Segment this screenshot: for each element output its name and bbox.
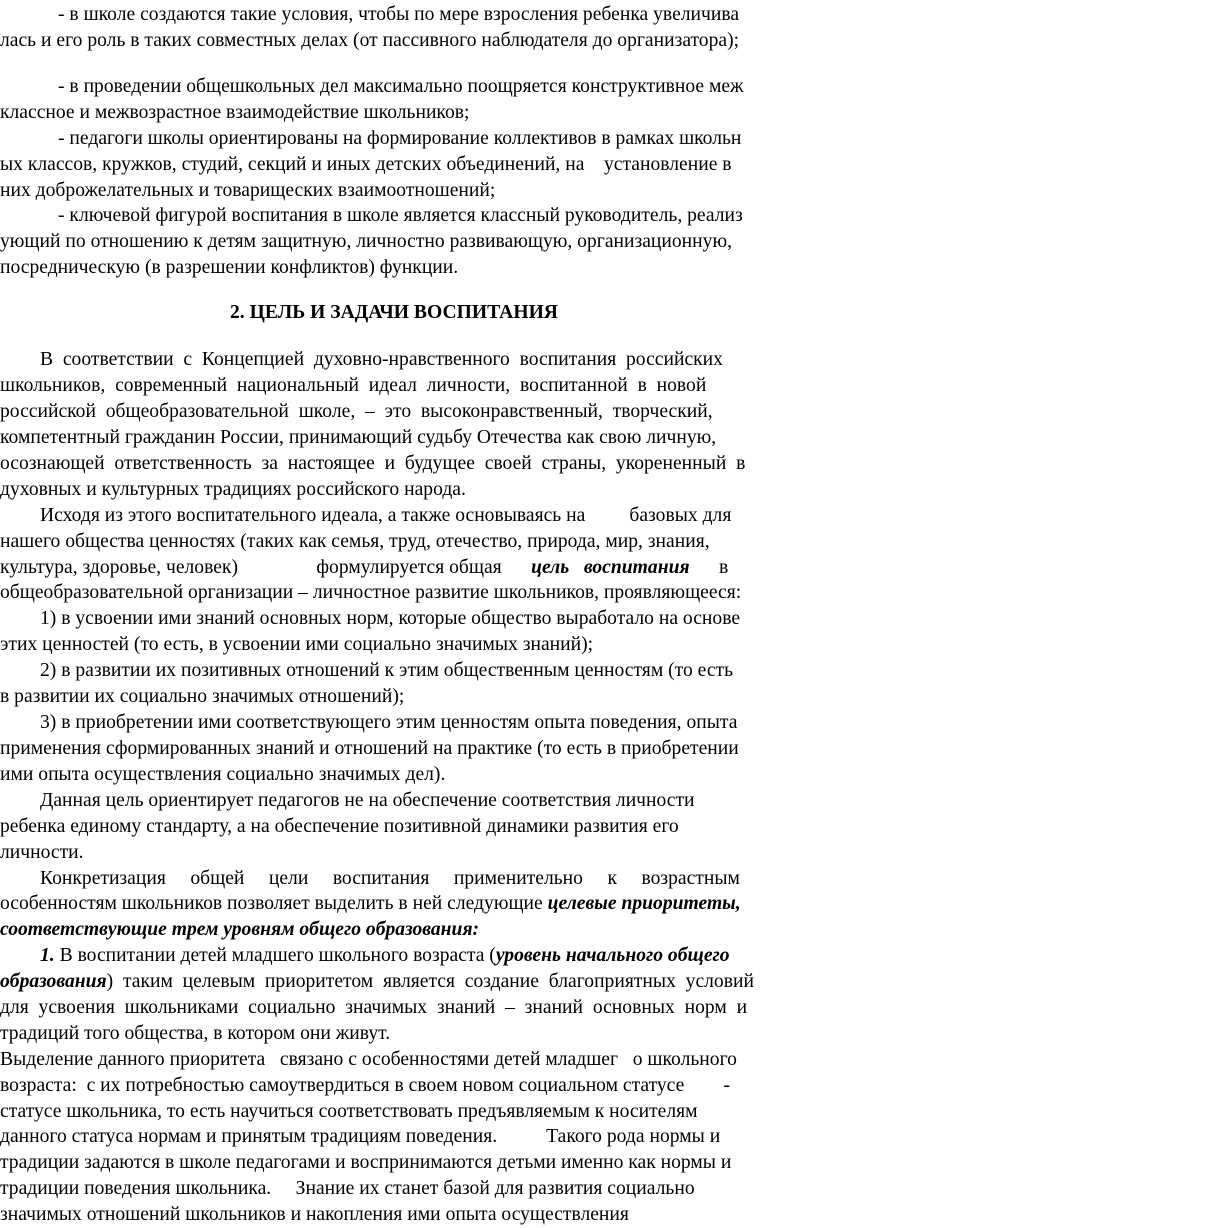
body-text: школьников, современный национальный идеал личности, воспитанной в новой [0,375,707,396]
text-line [40,710,1040,736]
body-text: статусе школьника, то есть научиться соответствовать предъявляемым к носителям [0,1101,698,1122]
body-text: этих ценностей (то есть, в усвоении ими социально значимых знаний); [0,634,594,655]
body-text: ых классов, кружков, студий, секций и иных детских объединений, на установление в [0,154,732,175]
body-text: компетентный гражданин России, принимающий судьбу Отечества как свою личную, [0,427,717,448]
body-text: традиции поведения школьника. Знание их станет базой для развития социально [0,1178,695,1199]
text-line [0,995,1000,1021]
emphasis-text: соответствующие трем уровням общего образования: [0,919,480,940]
text-line [0,1176,1000,1202]
section-heading [230,300,1230,326]
text-line [0,1202,1000,1228]
body-text: осознающей ответственность за настоящее и будущее своей страны, укорененный в [0,453,746,474]
body-text: в развитии их социально значимых отношений); [0,686,405,707]
text-line [0,229,1000,255]
emphasis-text: целевые приоритеты, [547,893,741,914]
body-text: в [689,557,729,578]
body-text: ребенка единому стандарту, а на обеспечение позитивной динамики развития его [0,816,679,837]
text-line [40,347,1040,373]
emphasis-text: уровень начального общего [495,945,730,966]
text-line [0,814,1000,840]
text-line [40,606,1040,632]
body-text: Выделение данного приоритета связано с особенностями детей младшег о школьного [0,1049,737,1070]
body-text: возраста: с их потребностью самоутвердиться в своем новом социальном статусе - [0,1075,731,1096]
body-text: традиции задаются в школе педагогами и воспринимаются детьми именно как нормы и [0,1152,732,1173]
text-line [0,684,1000,710]
emphasis-text: 1. [40,945,55,966]
text-line [0,891,1000,917]
text-line [0,632,1000,658]
body-text: значимых отношений школьников и накопления ими опыта осуществления [0,1204,629,1225]
body-text: классное и межвозрастное взаимодействие школьников; [0,102,470,123]
text-line [0,1047,1000,1073]
text-line [0,969,1000,995]
body-text: личности. [0,842,84,863]
text-line [58,74,1058,100]
body-text: 2) в развитии их позитивных отношений к этим общественным ценностям (то есть [40,660,734,681]
body-text: посредническую (в разрешении конфликтов) функции. [0,257,459,278]
text-line [40,503,1040,529]
text-line [58,2,1058,28]
body-text: общеобразовательной организации – личностное развитие школьников, проявляющееся: [0,582,742,603]
text-line [0,580,1000,606]
text-line [0,736,1000,762]
body-text: нашего общества ценностях (таких как семья, труд, отечество, природа, мир, знания, [0,531,710,552]
text-line [0,1124,1000,1150]
body-text: особенностям школьников позволяет выделить в ней следующие [0,893,548,914]
body-text: ующий по отношению к детям защитную, личностно развивающую, организационную, [0,231,732,252]
body-text: - в проведении общешкольных дел максимально поощряется конструктивное меж [58,76,744,97]
text-line [0,100,1000,126]
text-line [0,152,1000,178]
text-line [58,126,1058,152]
body-text: ) таким целевым приоритетом является создание благоприятных условий [106,971,754,992]
body-text: 1) в усвоении ими знаний основных норм, которые общество выработало на основе [40,608,741,629]
body-text: Исходя из этого воспитательного идеала, а также основываясь на базовых для [40,505,732,526]
text-line [0,917,1000,943]
text-line [0,178,1000,204]
emphasis-text: образования [0,971,107,992]
body-text: Конкретизация общей цели воспитания применительно к возрастным [40,868,740,889]
text-line [0,255,1000,281]
body-text: ими опыта осуществления социально значимых дел). [0,764,446,785]
text-line [0,1021,1000,1047]
body-text: традиций того общества, в котором они живут. [0,1023,391,1044]
text-line [0,28,1000,54]
emphasis-text: 2. ЦЕЛЬ И ЗАДАЧИ ВОСПИТАНИЯ [230,302,558,323]
body-text: В соответствии с Концепцией духовно-нравственного воспитания российских [40,349,723,370]
text-line [0,1073,1000,1099]
text-line [0,1150,1000,1176]
text-line [58,203,1058,229]
text-line [0,762,1000,788]
body-text: В воспитании детей младшего школьного возраста ( [54,945,496,966]
text-line [0,399,1000,425]
body-text: российской общеобразовательной школе, – это высоконравственный, творческий, [0,401,713,422]
body-text: лась и его роль в таких совместных делах (от пассивного наблюдателя до организатора); [0,30,740,51]
body-text: 3) в приобретении ими соответствующего этим ценностям опыта поведения, опыта [40,712,738,733]
body-text: - педагоги школы ориентированы на формирование коллективов в рамках школьн [58,128,742,149]
body-text: применения сформированных знаний и отношений на практике (то есть в приобретении [0,738,739,759]
text-line [0,1099,1000,1125]
text-line [0,529,1000,555]
text-line [40,658,1040,684]
body-text: - ключевой фигурой воспитания в школе является классный руководитель, реализ [58,205,743,226]
text-line [40,943,1040,969]
text-line [0,451,1000,477]
text-line [40,788,1040,814]
text-line [40,866,1040,892]
body-text: культура, здоровье, человек) формулируется общая [0,557,532,578]
body-text: данного статуса нормам и принятым традициям поведения. Такого рода нормы и [0,1126,721,1147]
body-text: духовных и культурных традициях российского народа. [0,479,466,500]
text-line [0,840,1000,866]
text-line [0,555,1000,581]
text-line [0,477,1000,503]
body-text: них доброжелательных и товарищеских взаимоотношений; [0,180,496,201]
body-text: Данная цель ориентирует педагогов не на обеспечение соответствия личности [40,790,695,811]
text-line [0,373,1000,399]
text-line [0,425,1000,451]
body-text: для усвоения школьниками социально значимых знаний – знаний основных норм и [0,997,748,1018]
emphasis-text: цель воспитания [531,557,690,578]
body-text: - в школе создаются такие условия, чтобы по мере взросления ребенка увеличива [58,4,740,25]
